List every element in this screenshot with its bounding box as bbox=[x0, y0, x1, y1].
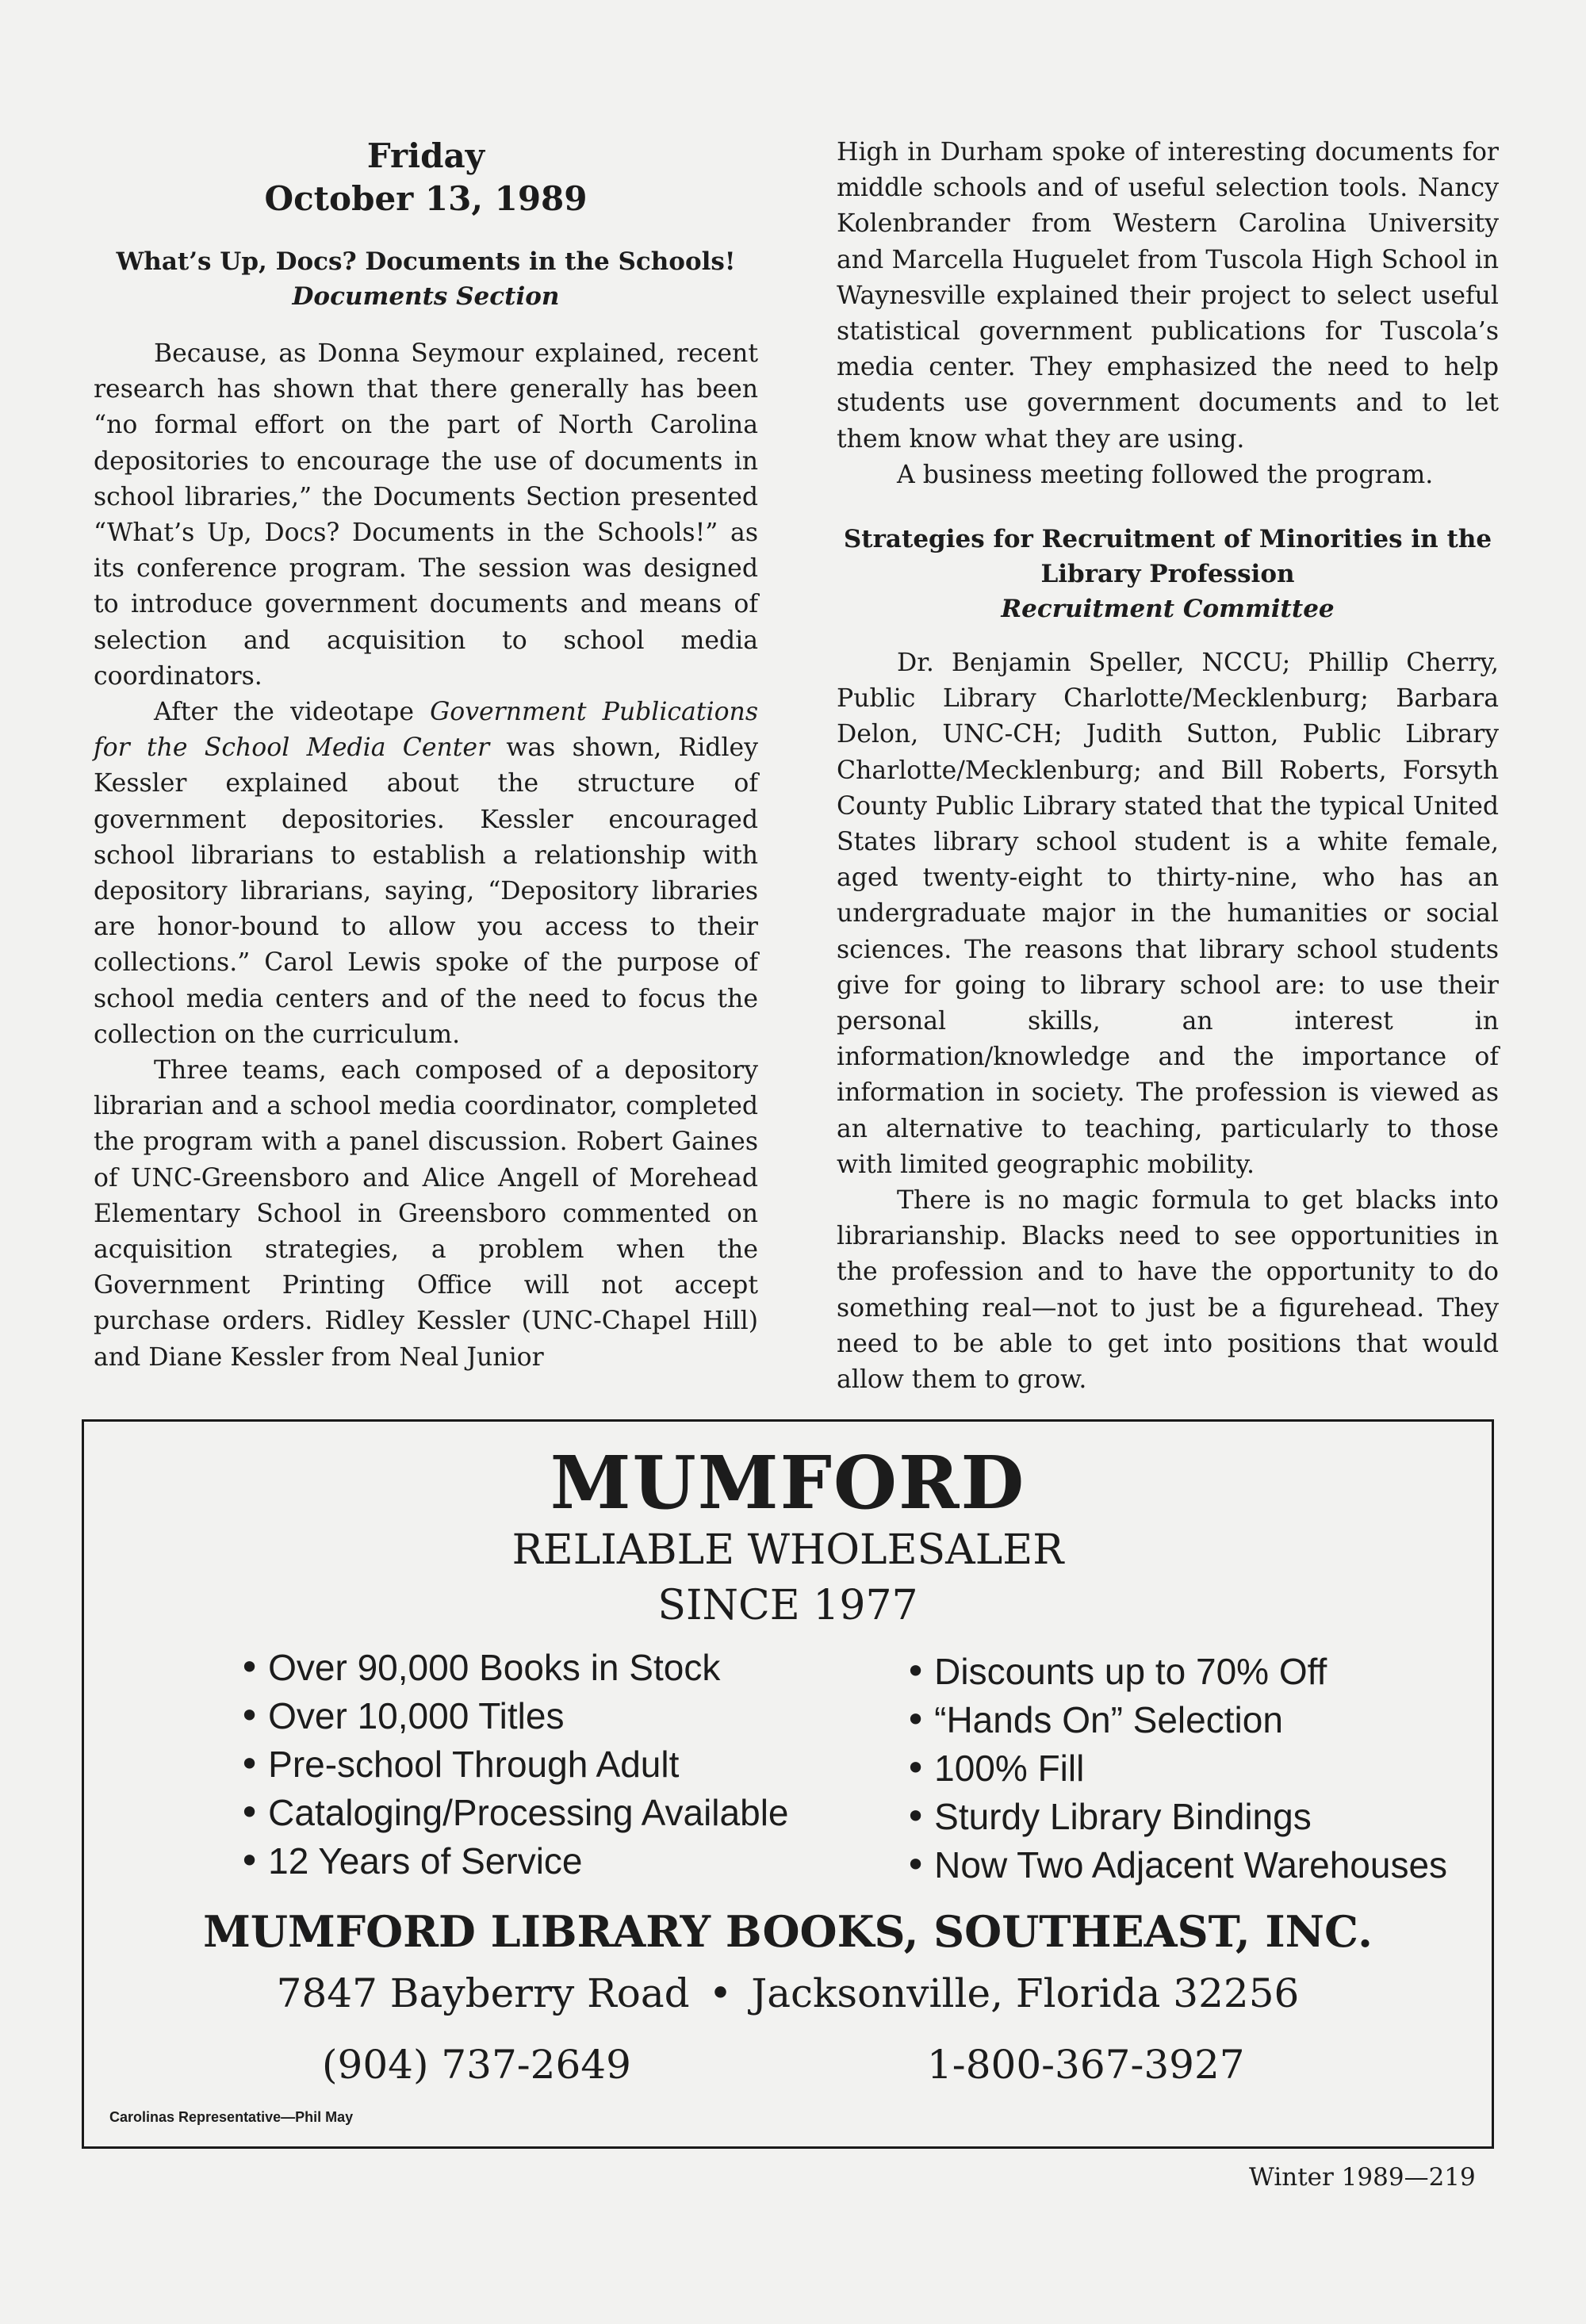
page-folio: Winter 1989—219 bbox=[1249, 2163, 1476, 2192]
section-subtitle-recruitment: Recruitment Committee bbox=[1001, 595, 1335, 624]
videotape-title: Government Publications for the School Media Center bbox=[94, 698, 758, 763]
right-column bbox=[837, 135, 1499, 1398]
bullet-icon: • bbox=[905, 1698, 927, 1741]
bullet-icon: • bbox=[905, 1650, 927, 1693]
ad-bullet-left: • Over 10,000 Titles bbox=[239, 1694, 565, 1737]
bullet-icon: • bbox=[239, 1646, 261, 1689]
ad-company-name: MUMFORD LIBRARY BOOKS, SOUTHEAST, INC. bbox=[203, 1906, 1373, 1957]
ad-representative: Carolinas Representative—Phil May bbox=[109, 2109, 354, 2125]
ad-phone-local: (904) 737-2649 bbox=[322, 2042, 631, 2088]
recruitment-paragraph-2: There is no magic formula to get blacks into librarianship. Blacks need to see opportunities in the profession and to have the opportunity to do something real—not to just be a figurehead. They need to be able to get into positions that would allow them to grow. bbox=[837, 1186, 1499, 1395]
ad-street: 7847 Bayberry Road bbox=[276, 1970, 690, 2016]
ad-address bbox=[84, 1969, 1492, 2018]
ad-title: MUMFORD bbox=[550, 1440, 1026, 1526]
recruitment-paragraph-1: Dr. Benjamin Speller, NCCU; Phillip Cherry, Public Library Charlotte/Mecklenburg; Barbara Delon, UNC-CH; Judith Sutton, Public Library Charlotte/Mecklenburg; and Bill Roberts, Forsyth County Public Library stated that the typical United States library school student is a white female, aged twenty-eight to thirty-nine, who has an undergraduate major in the humanities or social sciences. The reasons that library school students give for going to library school are: to use their personal skills, an interest in information/knowledge and the importance of information in society. The profession is viewed as an alternative to teaching, particularly to those with limited geographic mobility. bbox=[837, 649, 1499, 1179]
ad-address-separator: • bbox=[708, 1970, 733, 2016]
bullet-icon: • bbox=[905, 1844, 927, 1886]
left-column bbox=[94, 135, 758, 1376]
p2-rest-text: was shown, Ridley Kessler explained about the structure of government depositories. Kessler encouraged school librarians to establish a relationship with depository librarians, saying, “Depository libraries are honor-bound to allow you access to their collections.” Carol Lewis spoke of the purpose of school media centers and of the need to focus the collection on the curriculum. bbox=[94, 733, 758, 1049]
ad-bullet-right: • Now Two Adjacent Warehouses bbox=[905, 1844, 1448, 1886]
ad-bullet-right: • Discounts up to 70% Off bbox=[905, 1650, 1327, 1693]
bullet-icon: • bbox=[905, 1747, 927, 1790]
ad-bullets-right bbox=[905, 1648, 1447, 1889]
bullet-icon: • bbox=[239, 1791, 261, 1834]
day-heading-line1: Friday bbox=[366, 136, 485, 175]
ad-city: Jacksonville, Florida 32256 bbox=[751, 1970, 1300, 2016]
ad-tagline: RELIABLE WHOLESALER bbox=[511, 1526, 1064, 1574]
ad-bullet-left: • Pre-school Through Adult bbox=[239, 1743, 680, 1786]
mumford-advertisement bbox=[82, 1419, 1494, 2149]
documents-paragraph-2 bbox=[94, 695, 758, 1053]
ad-bullet-right: • 100% Fill bbox=[905, 1747, 1085, 1790]
ad-bullet-right: • “Hands On” Selection bbox=[905, 1698, 1283, 1741]
section-title-recruitment: Strategies for Recruitment of Minorities in the Library Profession bbox=[843, 525, 1492, 589]
bullet-icon: • bbox=[905, 1795, 927, 1838]
ad-bullet-left: • Cataloging/Processing Available bbox=[239, 1791, 789, 1834]
ad-since: SINCE 1977 bbox=[657, 1582, 918, 1629]
ad-bullet-right: • Sturdy Library Bindings bbox=[905, 1795, 1312, 1838]
documents-paragraph-continued: High in Durham spoke of interesting documents for middle schools and of useful selection tools. Nancy Kolenbrander from Western Carolina University and Marcella Huguelet from Tuscola High School in Waynesville explained their project to select useful statistical government publications for Tuscola’s media center. They emphasized the need to help students use government documents and to let them know what they are using. bbox=[837, 138, 1499, 454]
bullet-icon: • bbox=[239, 1840, 261, 1882]
documents-paragraph-3: Three teams, each composed of a depository librarian and a school media coordinator, completed the program with a panel discussion. Robert Gaines of UNC-Greensboro and Alice Angell of Morehead Elementary School in Greensboro commented on acquisition strategies, a problem when the Government Printing Office will not accept purchase orders. Ridley Kessler (UNC-Chapel Hill) and Diane Kessler from Neal Junior bbox=[94, 1056, 758, 1372]
section-title-documents: What’s Up, Docs? Documents in the Schools! bbox=[116, 247, 736, 276]
bullet-icon: • bbox=[239, 1743, 261, 1786]
ad-bullet-left: • 12 Years of Service bbox=[239, 1840, 583, 1882]
ad-phone-tollfree: 1-800-367-3927 bbox=[927, 2042, 1245, 2088]
bullet-icon: • bbox=[239, 1694, 261, 1737]
documents-paragraph-1: Because, as Donna Seymour explained, recent research has shown that there generally has been “no formal effort on the part of North Carolina depositories to encourage the use of documents in school libraries,” the Documents Section presented “What’s Up, Docs? Documents in the Schools!” as its conference program. The session was designed to introduce government documents and means of selection and acquisition to school media coordinators. bbox=[94, 339, 758, 691]
ad-bullet-left: • Over 90,000 Books in Stock bbox=[239, 1646, 721, 1689]
p2-lead-text: After the videotape bbox=[154, 698, 431, 727]
business-meeting-note: A business meeting followed the program. bbox=[897, 460, 1434, 489]
day-heading-line2: October 13, 1989 bbox=[264, 179, 588, 218]
ad-bullets-left bbox=[239, 1644, 789, 1886]
section-subtitle-documents: Documents Section bbox=[292, 282, 560, 311]
